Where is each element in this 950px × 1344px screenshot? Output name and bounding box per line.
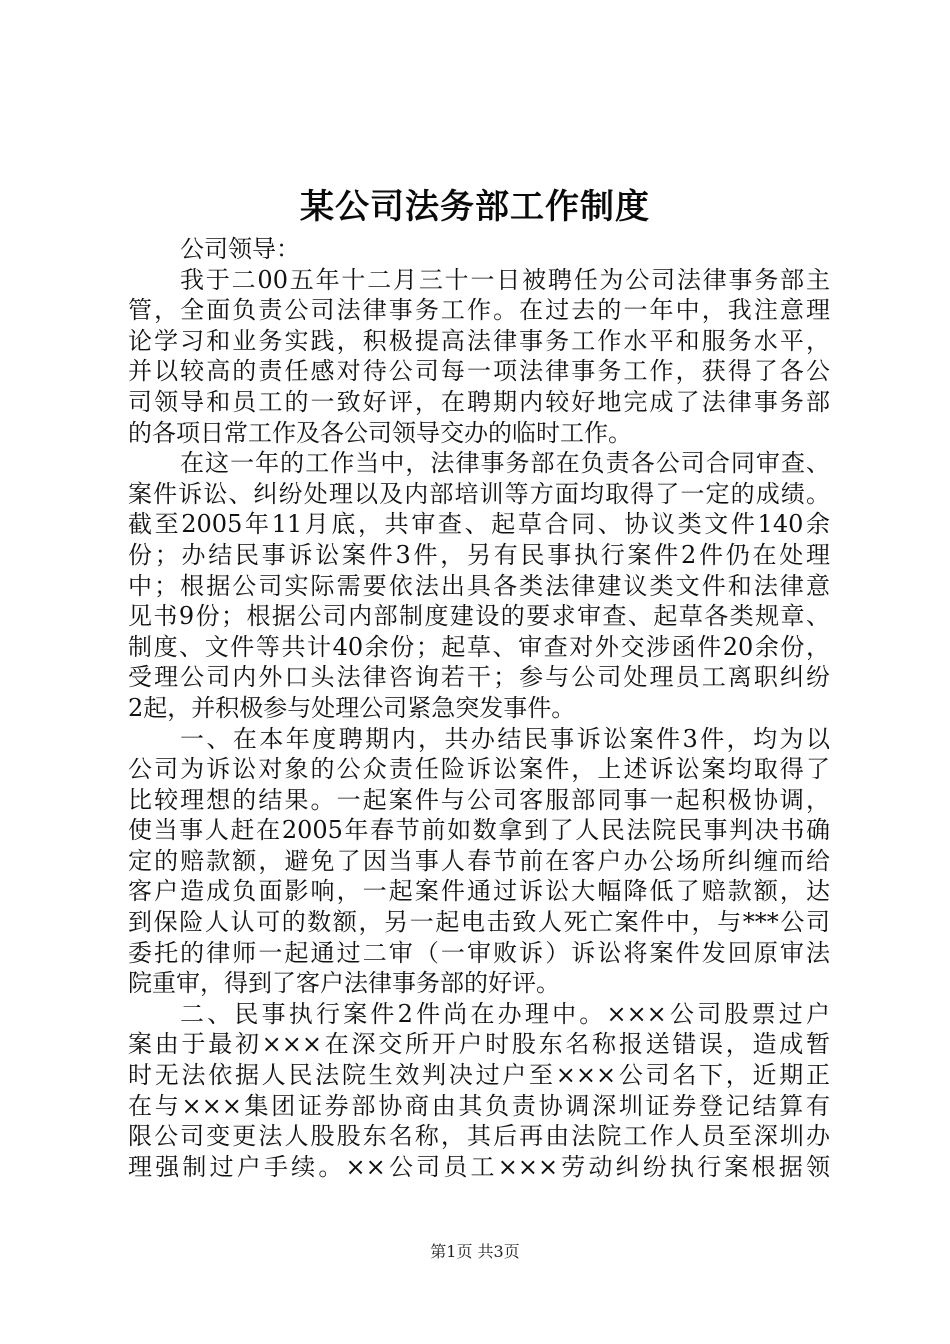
salutation-line: 公司领导：	[180, 235, 300, 263]
page-number: 第1页 共3页	[430, 1242, 520, 1261]
text-line: 理强制过户手续。××公司员工×××劳动纠纷执行案根据领	[128, 1152, 830, 1181]
text-line: 2起，并积极参与处理公司紧急突发事件。	[128, 693, 576, 722]
text-line: 论学习和业务实践，积极提高法律事务工作水平和服务水平，	[128, 326, 830, 355]
text-line: 案件诉讼、纠纷处理以及内部培训等方面均取得了一定的成绩。	[128, 479, 830, 508]
text-line: 案由于最初×××在深交所开户时股东名称报送错误，造成暂	[128, 1030, 830, 1059]
text-line: 定的赔款额，避免了因当事人春节前在客户办公场所纠缠而给	[128, 846, 830, 875]
document-title: 某公司法务部工作制度	[300, 187, 650, 227]
text-line: 的各项日常工作及各公司领导交办的临时工作。	[128, 418, 632, 447]
text-line: 在与×××集团证券部协商由其负责协调深圳证券登记结算有	[128, 1091, 830, 1120]
text-line: 委托的律师一起通过二审（一审败诉）诉讼将案件发回原审法	[128, 938, 830, 967]
text-line: 院重审，得到了客户法律事务部的好评。	[128, 969, 560, 998]
text-line: 见书9份；根据公司内部制度建设的要求审查、起草各类规章、	[128, 602, 830, 631]
text-line: 二、民事执行案件2件尚在办理中。×××公司股票过户	[180, 999, 830, 1028]
text-line: 公司为诉讼对象的公众责任险诉讼案件，上述诉讼案均取得了	[128, 755, 830, 784]
text-line: 受理公司内外口头法律咨询若干；参与公司处理员工离职纠纷	[128, 663, 830, 692]
text-line: 制度、文件等共计40余份；起草、审查对外交涉函件20余份，	[128, 632, 830, 661]
text-line: 客户造成负面影响，一起案件通过诉讼大幅降低了赔款额，达	[128, 877, 830, 906]
document-body	[128, 234, 830, 1182]
text-line: 截至2005年11月底，共审查、起草合同、协议类文件140余	[128, 510, 830, 539]
text-line: 限公司变更法人股股东名称，其后再由法院工作人员至深圳办	[128, 1122, 830, 1151]
text-line: 司领导和员工的一致好评，在聘期内较好地完成了法律事务部	[128, 387, 830, 416]
text-line: 比较理想的结果。一起案件与公司客服部同事一起积极协调，	[128, 785, 830, 814]
text-line: 中；根据公司实际需要依法出具各类法律建议类文件和法律意	[128, 571, 830, 600]
text-line: 到保险人认可的数额，另一起电击致人死亡案件中，与***公司	[128, 908, 830, 937]
text-line: 一、在本年度聘期内，共办结民事诉讼案件3件，均为以	[180, 724, 830, 753]
text-line: 在这一年的工作当中，法律事务部在负责各公司合同审查、	[180, 449, 830, 478]
text-line: 我于二00五年十二月三十一日被聘任为公司法律事务部主	[180, 265, 830, 294]
text-line: 管，全面负责公司法律事务工作。在过去的一年中，我注意理	[128, 296, 830, 325]
text-line: 时无法依据人民法院生效判决过户至×××公司名下，近期正	[128, 1061, 830, 1090]
text-line: 份；办结民事诉讼案件3件，另有民事执行案件2件仍在处理	[128, 540, 830, 569]
text-line: 并以较高的责任感对待公司每一项法律事务工作，获得了各公	[128, 357, 830, 386]
text-line: 使当事人赶在2005年春节前如数拿到了人民法院民事判决书确	[128, 816, 830, 845]
